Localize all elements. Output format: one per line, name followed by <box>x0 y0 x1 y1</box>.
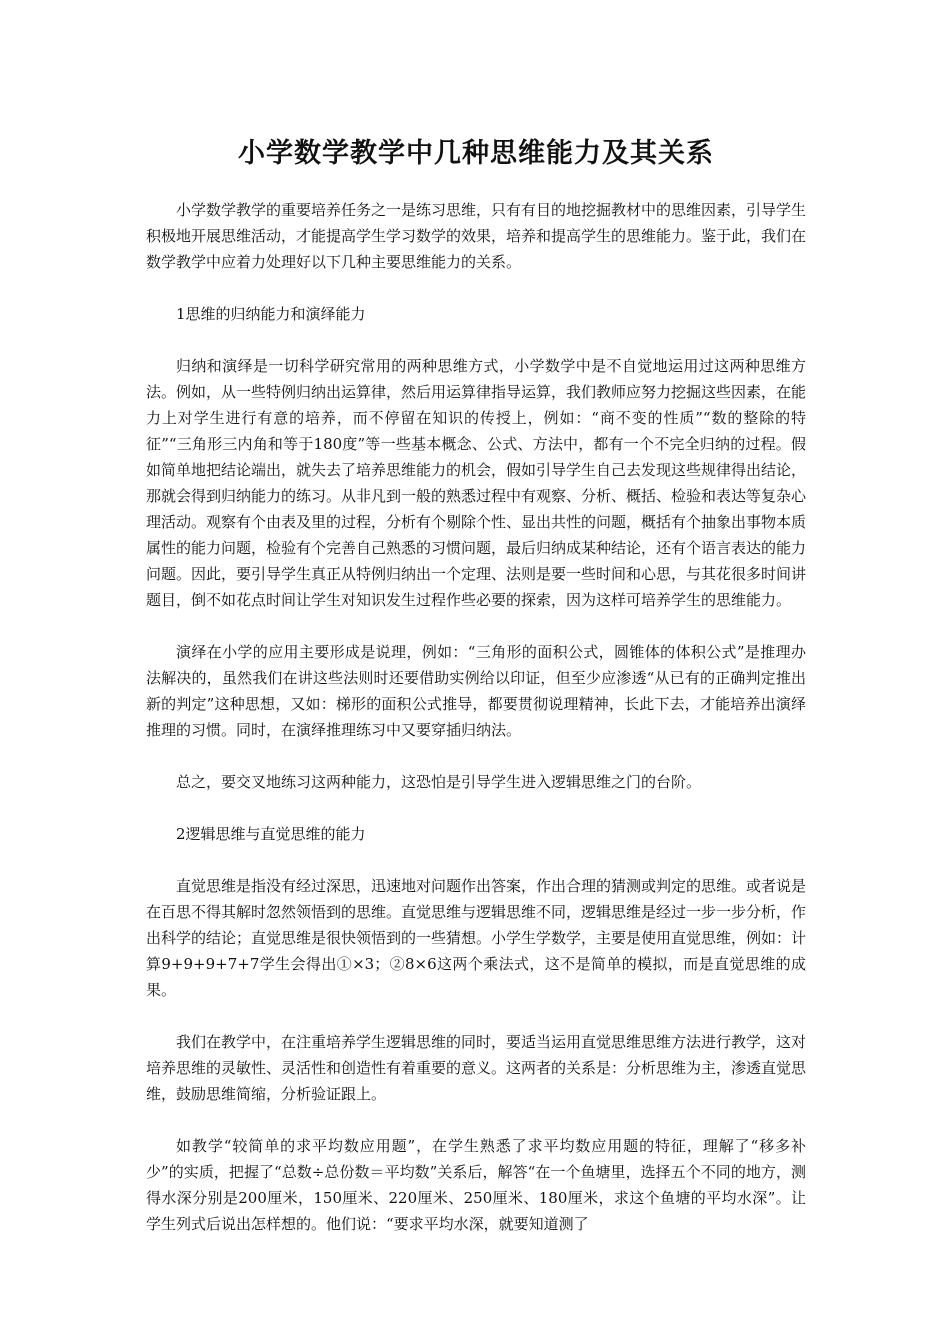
section-heading-2: 2逻辑思维与直觉思维的能力 <box>176 825 366 843</box>
paragraph-teaching: 我们在教学中，在注重培养学生逻辑思维的同时，要适当运用直觉思维思维方法进行教学，这对培养思维的灵敏性、灵活性和创造性有着重要的意义。这两者的关系是：分析思维为主，渗透直觉思维，鼓励思维简缩，分析验证跟上。 <box>146 1033 807 1103</box>
paragraph-intuition: 直觉思维是指没有经过深思，迅速地对问题作出答案，作出合理的猜测或判定的思维。或者说是在百思不得其解时忽然领悟到的思维。直觉思维与逻辑思维不同，逻辑思维是经过一步一步分析，作出科学的结论；直觉思维是很快领悟到的一些猜想。小学生学数学，主要是使用直觉思维，例如：计算9+9+9+7+7学生会得出①×3；②8×6这两个乘法式，这不是简单的模拟，而是直觉思维的成果。 <box>146 877 807 999</box>
document-body <box>146 197 806 1263</box>
paragraph-deduction: 演绎在小学的应用主要形成是说理，例如：“三角形的面积公式，圆锥体的体积公式”是推理办法解决的，虽然我们在讲这些法则时还要借助实例给以印证，但至少应渗透“从已有的正确判定推出新的判定”这种思想，又如：梯形的面积公式推导，都要贯彻说理精神，长此下去，才能培养出演绎推理的习惯。同时，在演绎推理练习中又要穿插归纳法。 <box>146 643 806 739</box>
paragraph-summary: 总之，要交叉地练习这两种能力，这恐怕是引导学生进入逻辑思维之门的台阶。 <box>176 773 702 791</box>
paragraph-intro: 小学数学教学的重要培养任务之一是练习思维，只有有目的地挖掘教材中的思维因素，引导学生积极地开展思维活动，才能提高学生学习数学的效果，培养和提高学生的思维能力。鉴于此，我们在数学教学中应着力处理好以下几种主要思维能力的关系。 <box>146 201 807 271</box>
paragraph-induction: 归纳和演绎是一切科学研究常用的两种思维方式，小学数学中是不自觉地运用过这两种思维方法。例如，从一些特例归纳出运算律，然后用运算律指导运算，我们教师应努力挖掘这些因素，在能力上对学生进行有意的培养，而不停留在知识的传授上，例如：“商不变的性质”“数的整除的特征”“三角形三内角和等于180度”等一些基本概念、公式、方法中，都有一个不完全归纳的过程。假如简单地把结论端出，就失去了培养思维能力的机会，假如引导学生自己去发现这些规律得出结论，那就会得到归纳能力的练习。从非凡到一般的熟悉过程中有观察、分析、概括、检验和表达等复杂心理活动。观察有个由表及里的过程，分析有个剔除个性、显出共性的问题，概括有个抽象出事物本质属性的能力问题，检验有个完善自己熟悉的习惯问题，最后归纳成某种结论，还有个语言表达的能力问题。因此，要引导学生真正从特例归纳出一个定理、法则是要一些时间和心思，与其花很多时间讲题目，倒不如花点时间让学生对知识发生过程作些必要的探索，因为这样可培养学生的思维能力。 <box>146 357 807 609</box>
section-heading-1: 1思维的归纳能力和演绎能力 <box>176 305 366 323</box>
paragraph-example: 如教学“较简单的求平均数应用题”，在学生熟悉了求平均数应用题的特征，理解了“移多补少”的实质，把握了“总数÷总份数＝平均数”关系后，解答“在一个鱼塘里，选择五个不同的地方，测得水深分别是200厘米，150厘米、220厘米、250厘米、180厘米，求这个鱼塘的平均水深”。让学生列式后说出怎样想的。他们说：“要求平均水深，就要知道测了 <box>146 1137 806 1233</box>
document-title: 小学数学教学中几种思维能力及其关系 <box>238 138 714 169</box>
